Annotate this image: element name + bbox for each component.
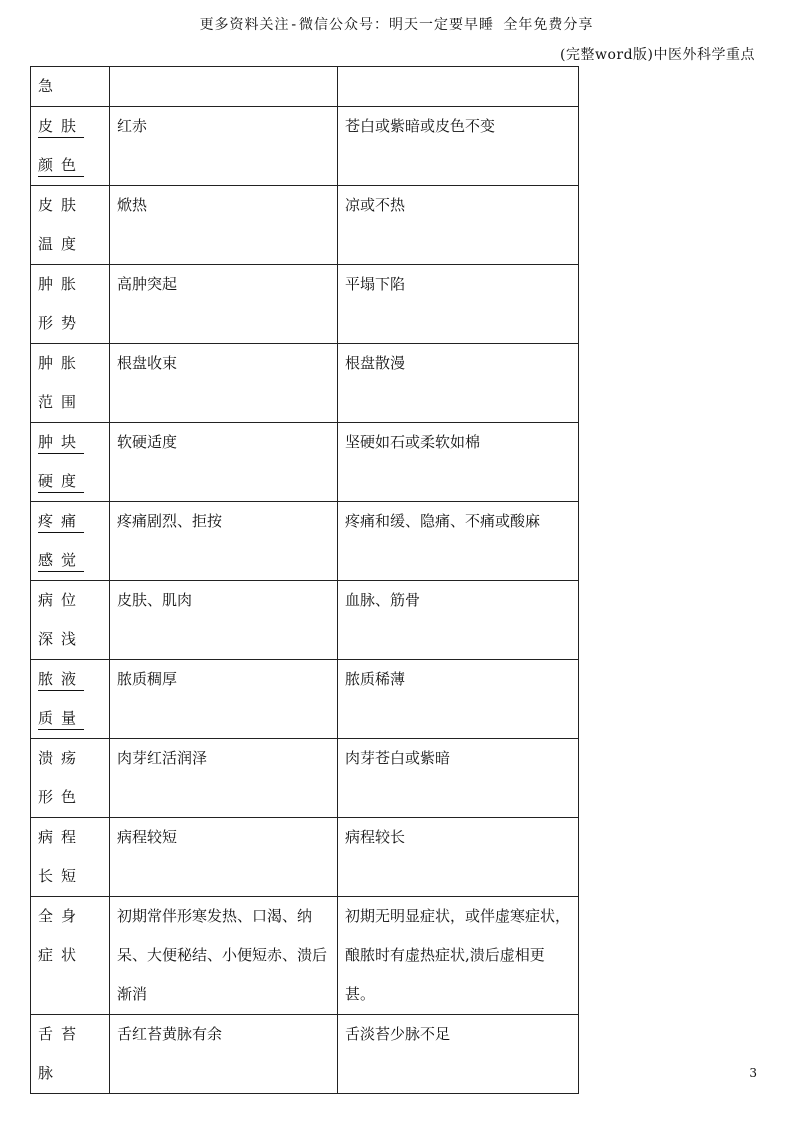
yin-cell — [338, 67, 579, 107]
yang-cell: 疼痛剧烈、拒按 — [110, 502, 338, 581]
yin-cell: 坚硬如石或柔软如棉 — [338, 423, 579, 502]
yin-cell: 脓质稀薄 — [338, 660, 579, 739]
row-label-cell — [31, 818, 110, 897]
row-label: 肿块硬度 — [38, 433, 85, 490]
header-promo-line: 更多资料关注-微信公众号：明天一定要早睡 全年免费分享 — [199, 17, 594, 33]
yin-cell: 初期无明显症状，或伴虚寒症状，酿脓时有虚热症状,溃后虚相更甚。 — [338, 897, 579, 1015]
row-label: 舌苔脉 — [38, 1025, 85, 1082]
row-label-cell — [31, 186, 110, 265]
row-label: 肿胀形势 — [38, 275, 85, 332]
yang-cell: 皮肤、肌肉 — [110, 581, 338, 660]
yang-cell: 根盘收束 — [110, 344, 338, 423]
table-row — [31, 344, 579, 423]
row-label-cell — [31, 67, 110, 107]
row-label-cell — [31, 423, 110, 502]
yang-cell: 高肿突起 — [110, 265, 338, 344]
row-label-cell — [31, 897, 110, 1015]
row-label: 全身症状 — [38, 907, 85, 964]
row-label: 肿胀范围 — [38, 354, 85, 411]
yang-cell: 初期常伴形寒发热、口渴、纳呆、大便秘结、小便短赤、溃后渐消 — [110, 897, 338, 1015]
row-label: 溃疡形色 — [38, 749, 85, 806]
yin-cell: 凉或不热 — [338, 186, 579, 265]
row-label: 病程长短 — [38, 828, 85, 885]
yang-cell: 舌红苔黄脉有余 — [110, 1015, 338, 1094]
row-label: 皮肤颜色 — [38, 117, 85, 174]
table-row — [31, 818, 579, 897]
row-label: 脓液质量 — [38, 670, 85, 727]
yang-cell: 肉芽红活润泽 — [110, 739, 338, 818]
yang-cell: 软硬适度 — [110, 423, 338, 502]
yang-cell: 红赤 — [110, 107, 338, 186]
table-row — [31, 502, 579, 581]
yin-cell: 血脉、筋骨 — [338, 581, 579, 660]
row-label-cell — [31, 265, 110, 344]
yin-cell: 平塌下陷 — [338, 265, 579, 344]
table-row — [31, 107, 579, 186]
yang-cell: 病程较短 — [110, 818, 338, 897]
yin-yang-comparison-table — [30, 66, 579, 1094]
yin-cell: 舌淡苔少脉不足 — [338, 1015, 579, 1094]
yang-cell: 脓质稠厚 — [110, 660, 338, 739]
row-label-cell — [31, 502, 110, 581]
yin-cell: 疼痛和缓、隐痛、不痛或酸麻 — [338, 502, 579, 581]
page-number: 3 — [749, 1066, 757, 1080]
row-label: 急 — [38, 77, 62, 95]
table-row — [31, 739, 579, 818]
table-row — [31, 186, 579, 265]
table-row — [31, 67, 579, 107]
document-title: (完整word版)中医外科学重点 — [560, 47, 755, 63]
row-label-cell — [31, 1015, 110, 1094]
row-label: 皮肤温度 — [38, 196, 85, 253]
row-label-cell — [31, 739, 110, 818]
yang-cell — [110, 67, 338, 107]
yang-cell: 焮热 — [110, 186, 338, 265]
row-label-cell — [31, 344, 110, 423]
row-label-cell — [31, 660, 110, 739]
table-row — [31, 897, 579, 1015]
row-label: 疼痛感觉 — [38, 512, 85, 569]
yin-cell: 根盘散漫 — [338, 344, 579, 423]
row-label-cell — [31, 581, 110, 660]
table-row — [31, 660, 579, 739]
row-label: 病位深浅 — [38, 591, 85, 648]
table-row — [31, 1015, 579, 1094]
yin-cell: 肉芽苍白或紫暗 — [338, 739, 579, 818]
table-row — [31, 423, 579, 502]
yin-cell: 病程较长 — [338, 818, 579, 897]
row-label-cell — [31, 107, 110, 186]
yin-cell: 苍白或紫暗或皮色不变 — [338, 107, 579, 186]
table-row — [31, 265, 579, 344]
table-row — [31, 581, 579, 660]
